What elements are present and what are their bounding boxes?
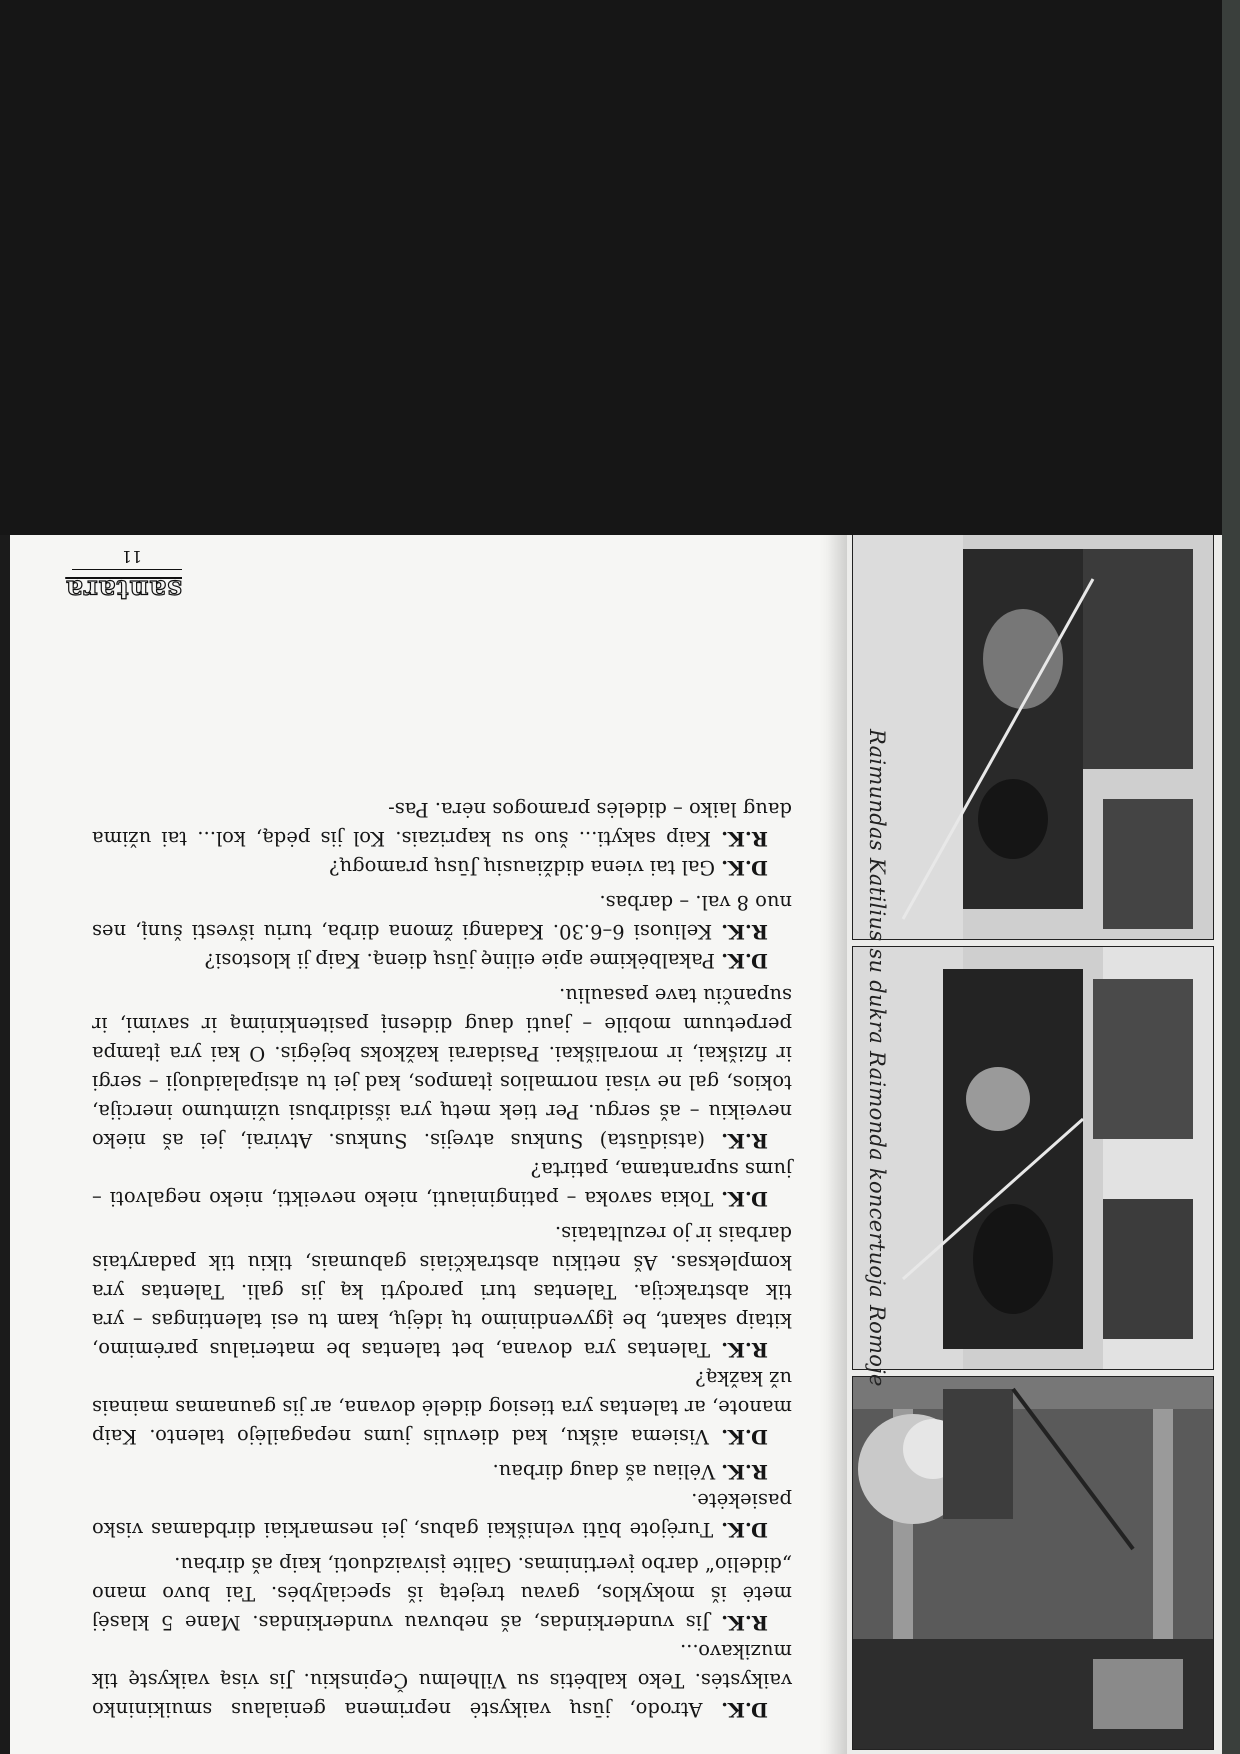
paragraph-text: Jis vunderkindas, aš nebuvau vunderkindas. Mane 5 klasėj metė iš mokyklos, gavau trejetą iš specialybės. Tai buvo mano „didelio“ darbo įvertinimas. Galite įsivaizduoti, kaip aš dirbau. [92, 1553, 792, 1634]
interview-paragraph [92, 981, 792, 1155]
footer-rule [72, 569, 182, 570]
interview-paragraph [92, 1457, 792, 1486]
booklet-spread [10, 535, 1222, 1754]
speaker-initials: R.K. [721, 827, 768, 850]
interview-paragraph [92, 1637, 792, 1724]
interview-paragraph [92, 1486, 792, 1544]
violinist-photo-2 [852, 535, 1214, 940]
concert-hall-photo [852, 1376, 1214, 1750]
speaker-initials: D.K. [721, 949, 768, 972]
paragraph-text: Atrodo, jūsų vaikystė neprimena genialaus smuikininko vaikystės. Teko kalbėtis su Vilhelmu Čepinskiu. Jis visą vaikystę tik muzikavo... [92, 1640, 792, 1721]
photo-caption: Raimundas Katilius su dukra Raimonda koncertuoja Romoje [865, 729, 889, 1387]
speaker-initials: R.K. [721, 1611, 768, 1634]
page-number: 11 [121, 547, 142, 566]
scanner-background [0, 0, 1240, 535]
paragraph-text: Tokia savoka – patinginiauti, nieko neveikti, nieko negalvoti – jums suprantama, patirta? [92, 1158, 792, 1210]
paragraph-text: Gal tai viena didžiausių Jūsų pramogų? [329, 856, 722, 879]
interview-paragraph [92, 795, 792, 853]
photo-strip [847, 535, 1222, 1754]
speaker-initials: D.K. [721, 1425, 768, 1448]
interview-paragraph [92, 1155, 792, 1213]
interview-paragraph [92, 1550, 792, 1637]
magazine-logo: santara [65, 574, 182, 604]
paragraph-text: Turėjote būti velniškai gabus, jei nesmarkiai dirbdamas visko pasiekėte. [92, 1489, 792, 1541]
speaker-initials: R.K. [721, 1460, 768, 1483]
speaker-initials: D.K. [721, 1518, 768, 1541]
page-footer [65, 547, 182, 604]
paragraph-text: Visiema aišku, kad dievulis jums nepagailėjo talento. Kaip manote, ar talentas yra tiesiog didelė dovana, ar jis gaunamas mainais už kažką? [92, 1367, 792, 1448]
interview-paragraph [92, 1219, 792, 1364]
interview-paragraph [92, 1364, 792, 1451]
paragraph-text: (atsidūsta) Sunkus atvejis. Sunkus. Atvirai, jei aš nieko neveikiu – aš sergu. Per tiek metų yra išsidirbusi užimtumo inercija, tokios, gal ne visai normalios įtampos, kad jei tu atsipalaiduoji – sergi ir fiziškai, ir morališkai. Pasidarai kažkoks bejėgis. O kai yra įtampa perpetuum mobile – jauti daug didesnį pasitenkinimą ir savimi, ir supančiu tave pasauliu. [92, 984, 792, 1152]
speaker-initials: R.K. [721, 920, 768, 943]
speaker-initials: D.K. [721, 1698, 768, 1721]
speaker-initials: R.K. [721, 1129, 768, 1152]
paragraph-text: Talentas yra dovana, bet talentas be materialus parėmimo, kitaip sakant, be įgyvendinimo tų idėjų, kam tu esi talentingas – yra tik abstrakcija. Talentas turi parodyti ką jis gali. Talentas yra kompleksas. Aš netikiu abstrakčiais gabumais, tikiu tik padarytais darbais ir jo rezultatais. [92, 1222, 792, 1361]
interview-paragraph [92, 888, 792, 946]
speaker-initials: D.K. [721, 1187, 768, 1210]
speaker-initials: R.K. [721, 1338, 768, 1361]
interview-paragraph [92, 853, 792, 882]
paragraph-text: Pakalbėkime apie eilinę jūsų dieną. Kaip ji klostosi? [204, 949, 722, 972]
paragraph-text: Vėliau aš daug dirbau. [492, 1460, 722, 1483]
book-spine [819, 535, 847, 1754]
violinist-photo-1 [852, 946, 1214, 1370]
paragraph-text: Kaip sakyti... šuo su kaprizais. Kol jis pėdą, kol... tai užima daug laiko – didelės pramogos nėra. Pas- [92, 798, 792, 850]
interview-paragraph [92, 946, 792, 975]
paragraph-text: Keliuosi 6–6.30. Kadangi žmona dirba, turiu išvesti šunį, nes nuo 8 val. – darbas. [92, 891, 792, 943]
speaker-initials: D.K. [721, 856, 768, 879]
scanner-edge [1222, 0, 1240, 1754]
interview-text [92, 795, 792, 1724]
